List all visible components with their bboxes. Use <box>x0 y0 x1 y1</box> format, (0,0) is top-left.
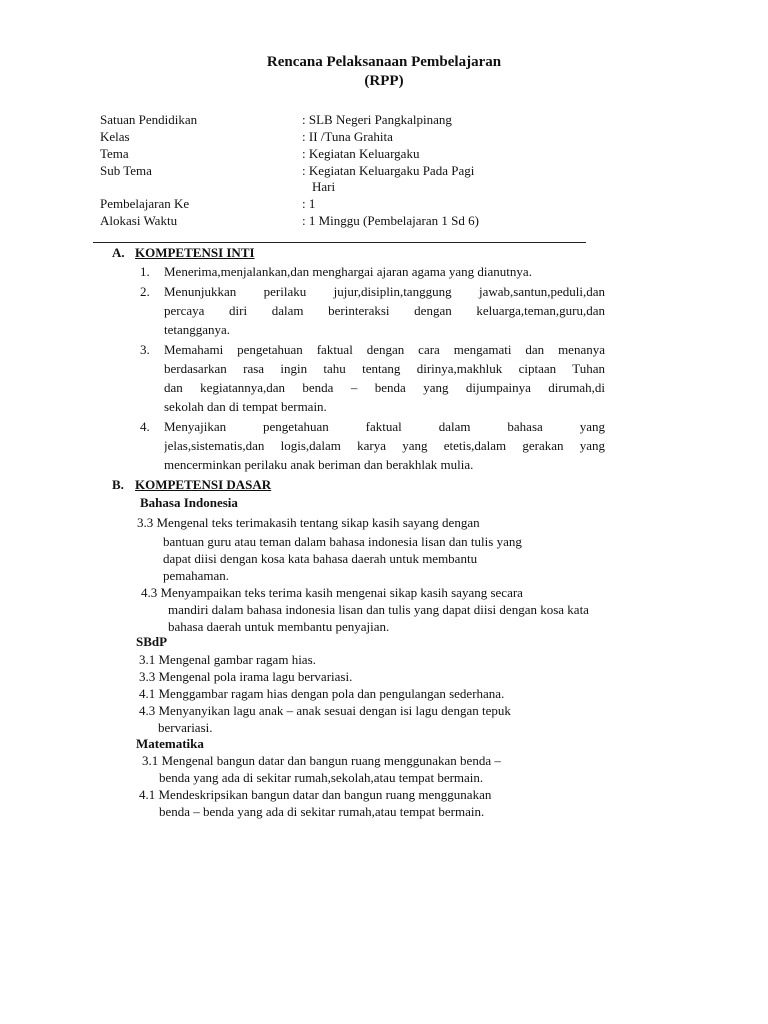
list-number: 1. <box>140 264 150 279</box>
subject-heading: SBdP <box>136 634 168 649</box>
identity-value: : 1 Minggu (Pembelajaran 1 Sd 6) <box>302 213 479 228</box>
subject-heading: Matematika <box>136 736 204 751</box>
competency-text: 3.3 Mengenal pola irama lagu bervariasi. <box>139 669 353 684</box>
competency-text: bantuan guru atau teman dalam bahasa indonesia lisan dan tulis yang <box>163 534 522 549</box>
identity-value: : Kegiatan Keluargaku Pada Pagi <box>302 163 475 178</box>
identity-value: : 1 <box>302 196 316 211</box>
list-item-text: jelas,sistematis,dan logis,dalam karya yang etetis,dalam gerakan yang <box>164 438 605 453</box>
header-divider <box>93 242 586 243</box>
list-item-text: tetangganya. <box>164 322 231 337</box>
competency-text: mandiri dalam bahasa indonesia lisan dan tulis yang dapat diisi dengan kosa kata <box>168 602 589 617</box>
identity-label: Satuan Pendidikan <box>100 112 198 127</box>
identity-label: Tema <box>100 146 129 161</box>
competency-text: dapat diisi dengan kosa kata bahasa daerah untuk membantu <box>163 551 478 566</box>
list-item-text: Menunjukkan perilaku jujur,disiplin,tanggung jawab,santun,peduli,dan <box>164 284 605 299</box>
competency-text: benda – benda yang ada di sekitar rumah,atau tempat bermain. <box>159 804 485 819</box>
list-item-text: Menerima,menjalankan,dan menghargai ajaran agama yang dianutnya. <box>164 264 532 279</box>
identity-value: : SLB Negeri Pangkalpinang <box>302 112 452 127</box>
list-item-text: mencerminkan perilaku anak beriman dan berakhlak mulia. <box>164 457 474 472</box>
competency-text: bervariasi. <box>158 720 213 735</box>
list-number: 3. <box>140 342 150 357</box>
section-heading: KOMPETENSI INTI <box>135 245 255 260</box>
section-letter: A. <box>112 245 125 260</box>
competency-text: 4.3 Menyanyikan lagu anak – anak sesuai dengan isi lagu dengan tepuk <box>139 703 511 718</box>
section-heading: KOMPETENSI DASAR <box>135 477 272 492</box>
list-item-text: Memahami pengetahuan faktual dengan cara mengamati dan menanya <box>164 342 605 357</box>
list-item-text: dan kegiatannya,dan benda – benda yang dijumpainya dirumah,di <box>164 380 605 395</box>
competency-text: 4.3 Menyampaikan teks terima kasih mengenai sikap kasih sayang secara <box>141 585 523 600</box>
list-item-text: Menyajikan pengetahuan faktual dalam bahasa yang <box>164 419 605 434</box>
competency-text: 3.1 Mengenal bangun datar dan bangun ruang menggunakan benda – <box>142 753 501 768</box>
competency-text: 4.1 Menggambar ragam hias dengan pola dan pengulangan sederhana. <box>139 686 505 701</box>
competency-text: 3.1 Mengenal gambar ragam hias. <box>139 652 316 667</box>
competency-text: 4.1 Mendeskripsikan bangun datar dan bangun ruang menggunakan <box>139 787 492 802</box>
list-number: 4. <box>140 419 150 434</box>
list-item-text: percaya diri dalam berinteraksi dengan keluarga,teman,guru,dan <box>164 303 605 318</box>
subject-heading: Bahasa Indonesia <box>140 495 238 510</box>
identity-value-continued: Hari <box>312 179 336 194</box>
identity-value: : II /Tuna Grahita <box>302 129 393 144</box>
list-item-text: berdasarkan rasa ingin tahu tentang dirinya,makhluk ciptaan Tuhan <box>164 361 605 376</box>
identity-value: : Kegiatan Keluargaku <box>302 146 420 161</box>
competency-text: benda yang ada di sekitar rumah,sekolah,atau tempat bermain. <box>159 770 484 785</box>
list-item-text: sekolah dan di tempat bermain. <box>164 399 327 414</box>
identity-label: Sub Tema <box>100 163 152 178</box>
document-title: Rencana Pelaksanaan Pembelajaran <box>266 54 502 70</box>
competency-text: pemahaman. <box>163 568 230 583</box>
competency-text: 3.3 Mengenal teks terimakasih tentang sikap kasih sayang dengan <box>137 515 480 530</box>
list-number: 2. <box>140 284 150 299</box>
competency-text: bahasa daerah untuk membantu penyajian. <box>168 619 390 634</box>
identity-label: Pembelajaran Ke <box>100 196 190 211</box>
identity-label: Alokasi Waktu <box>100 213 178 228</box>
section-letter: B. <box>112 477 124 492</box>
identity-label: Kelas <box>100 129 130 144</box>
document-subtitle: (RPP) <box>364 73 404 89</box>
